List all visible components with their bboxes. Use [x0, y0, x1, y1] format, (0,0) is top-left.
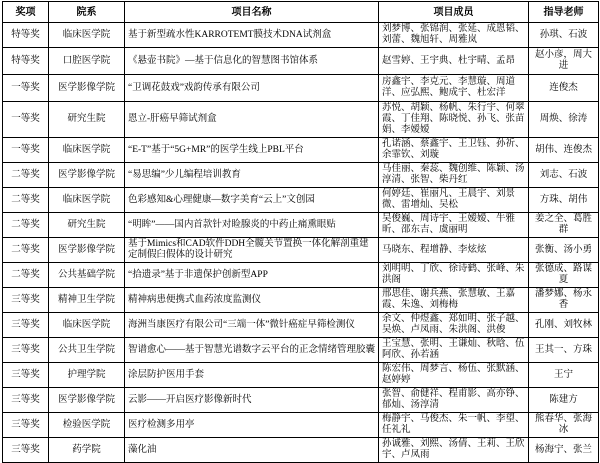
header-members: 项目成员 — [379, 2, 529, 23]
project-name-cell: 医疗检测多用亭 — [125, 413, 379, 438]
department-cell: 医学影像学院 — [49, 163, 125, 188]
header-advisors: 指导老师 — [529, 2, 599, 23]
advisors-cell: 潘梦娜、杨永香 — [529, 288, 599, 313]
project-name-cell: 基于Mimics和CAD软件DDH全髋关节置换一体化解剖重建定制假臼假体的设计研究 — [125, 238, 379, 263]
department-cell: 临床医学院 — [49, 313, 125, 338]
members-cell: 刘明明、丁欣、徐诗鹤、张峰、朱洪阁 — [379, 263, 529, 288]
members-cell: 刘梦博、张锦润、张延、成恩韬、刘蕾、魏旭轩、周雅岚 — [379, 23, 529, 48]
header-award: 奖项 — [3, 2, 49, 23]
department-cell: 检验医学院 — [49, 413, 125, 438]
header-row — [3, 2, 599, 23]
members-cell: 房鑫宇、李克元、李慧璇、周道洋、应弘熙、鲍成宇、杜宏洋 — [379, 75, 529, 102]
table-row — [3, 102, 599, 138]
department-cell: 医学影像学院 — [49, 388, 125, 413]
award-cell: 三等奖 — [3, 388, 49, 413]
award-cell: 特等奖 — [3, 23, 49, 48]
header-department: 院系 — [49, 2, 125, 23]
table-row — [3, 138, 599, 163]
department-cell: 公共基础学院 — [49, 263, 125, 288]
project-name-cell: 智谱愈心——基于智慧光谱数字云平台的正念情绪管理胶囊 — [125, 338, 379, 363]
advisors-cell: 方珠、胡伟 — [529, 188, 599, 213]
department-cell: 临床医学院 — [49, 23, 125, 48]
advisors-cell: 陈建方 — [529, 388, 599, 413]
header-project-name: 项目名称 — [125, 2, 379, 23]
table-row — [3, 48, 599, 75]
table-row — [3, 163, 599, 188]
table-row — [3, 288, 599, 313]
department-cell: 药学院 — [49, 438, 125, 463]
department-cell: 口腔医学院 — [49, 48, 125, 75]
project-name-cell: 涂层防护医用手套 — [125, 363, 379, 388]
project-name-cell: “易思编”少儿编程培训教育 — [125, 163, 379, 188]
advisors-cell: 刘志、石波 — [529, 163, 599, 188]
project-name-cell: “明眸”——国内首款针对睑腺炎的中药止痛熏眼贴 — [125, 213, 379, 238]
department-cell: 医学影像学院 — [49, 75, 125, 102]
department-cell: 公共卫生学院 — [49, 338, 125, 363]
members-cell: 梅静宇、马俊杰、朱一帆、李望、任礼礼 — [379, 413, 529, 438]
project-name-cell: 精神病患便携式血药浓度监测仪 — [125, 288, 379, 313]
advisors-cell: 姜之全、葛胜群 — [529, 213, 599, 238]
advisors-cell: 赵小彦，周大进 — [529, 48, 599, 75]
table-row — [3, 23, 599, 48]
table-row — [3, 388, 599, 413]
members-cell: 苏悦、胡颖、杨帆、朱行宇、何翠霞、丁佳翔、陈晓悦、孙飞、张苗娟、李嫒嫒 — [379, 102, 529, 138]
members-cell: 何婷廷、崔丽凡、王晨宇、刘景微、雷增灿、吴松 — [379, 188, 529, 213]
advisors-cell: 孔刚、刘牧林 — [529, 313, 599, 338]
award-cell: 一等奖 — [3, 138, 49, 163]
project-name-cell: 基于新型疏水性KARROTEMT膜技术DNA试剂盒 — [125, 23, 379, 48]
table-row — [3, 363, 599, 388]
award-cell: 三等奖 — [3, 288, 49, 313]
members-cell: 王宝慧、张明、王谦灿、秋晗、伍阿欣、孙若涵 — [379, 338, 529, 363]
department-cell: 研究生院 — [49, 102, 125, 138]
table-row — [3, 338, 599, 363]
award-cell: 特等奖 — [3, 48, 49, 75]
department-cell: 护理学院 — [49, 363, 125, 388]
table-row — [3, 413, 599, 438]
award-cell: 一等奖 — [3, 102, 49, 138]
award-cell: 二等奖 — [3, 238, 49, 263]
project-name-cell: “E-T”基于“5G+MR”的医学生线上PBL平台 — [125, 138, 379, 163]
table-row — [3, 213, 599, 238]
award-cell: 二等奖 — [3, 213, 49, 238]
project-name-cell: “拾遗录”基于非遗保护创新型APP — [125, 263, 379, 288]
members-cell: 赵雪婷、王宇典、杜宇晴、孟昂 — [379, 48, 529, 75]
advisors-cell: 杨海宁、张兰 — [529, 438, 599, 463]
advisors-cell: 熊春华、张海冰 — [529, 413, 599, 438]
award-cell: 三等奖 — [3, 363, 49, 388]
advisors-cell: 张德成、路谋夏 — [529, 263, 599, 288]
award-cell: 二等奖 — [3, 163, 49, 188]
advisors-cell: 张衡、汤小勇 — [529, 238, 599, 263]
award-cell: 三等奖 — [3, 338, 49, 363]
members-cell: 吴俊巍、周诗宇、王嫒嫒、牛雅昕、邵东吉、虞丽明 — [379, 213, 529, 238]
members-cell: 马晓东、程增静、李炫炫 — [379, 238, 529, 263]
award-cell: 三等奖 — [3, 438, 49, 463]
department-cell: 临床医学院 — [49, 138, 125, 163]
department-cell: 精神卫生学院 — [49, 288, 125, 313]
members-cell: 孙诚雅、刘熙、汤倩、王莉、王欣宇、卢凤雨 — [379, 438, 529, 463]
table-row — [3, 313, 599, 338]
members-cell: 张智、俞健祥、程甫影、高亦铮、郁灿、汤淳清 — [379, 388, 529, 413]
award-cell: 二等奖 — [3, 263, 49, 288]
project-name-cell: “卫调花鼓戏”戏韵传承有限公司 — [125, 75, 379, 102]
award-cell: 二等奖 — [3, 188, 49, 213]
advisors-cell: 王宁 — [529, 363, 599, 388]
advisors-cell: 连俊杰 — [529, 75, 599, 102]
advisors-cell: 周焕、徐涛 — [529, 102, 599, 138]
department-cell: 医学影像学院 — [49, 238, 125, 263]
project-name-cell: 海洲当康医疗有限公司“三端一体”微针癌症早筛检测仪 — [125, 313, 379, 338]
table-row — [3, 188, 599, 213]
table-row — [3, 238, 599, 263]
members-cell: 陈宏伟、周梦言、杨伍、张默涵、赵婷婷 — [379, 363, 529, 388]
award-cell: 三等奖 — [3, 313, 49, 338]
department-cell: 临床医学院 — [49, 188, 125, 213]
project-name-cell: 藻化油 — [125, 438, 379, 463]
members-cell: 邢思佳、谢兵燕、张慧敏、王嘉霞、朱逸、刘梅梅 — [379, 288, 529, 313]
members-cell: 马佳丽、秦蕊、魏创维、陈颖、汤淳清、张智、柴丹红 — [379, 163, 529, 188]
project-name-cell: 色彩感知&心理健康—数字美育“云上”文创园 — [125, 188, 379, 213]
table-row — [3, 438, 599, 463]
members-cell: 余文、仲煜鑫、郑如明、张子越、吴焕、卢凤雨、朱洪阁、洪俊 — [379, 313, 529, 338]
advisors-cell: 孙琪、石波 — [529, 23, 599, 48]
department-cell: 研究生院 — [49, 213, 125, 238]
award-cell: 一等奖 — [3, 75, 49, 102]
award-cell: 三等奖 — [3, 413, 49, 438]
project-name-cell: 《悬壶书院》—基于信息化的智慧图书馆体系 — [125, 48, 379, 75]
project-name-cell: 云影——开启医疗影像新时代 — [125, 388, 379, 413]
advisors-cell: 王其一、方珠 — [529, 338, 599, 363]
project-name-cell: 恩立-肝癌早筛试剂盒 — [125, 102, 379, 138]
table-row — [3, 75, 599, 102]
awards-table — [2, 1, 599, 463]
members-cell: 孔诺涵、蔡鑫宇、王卫钰、孙祈、余霏钦、刘璇 — [379, 138, 529, 163]
advisors-cell: 胡伟、连俊杰 — [529, 138, 599, 163]
table-row — [3, 263, 599, 288]
